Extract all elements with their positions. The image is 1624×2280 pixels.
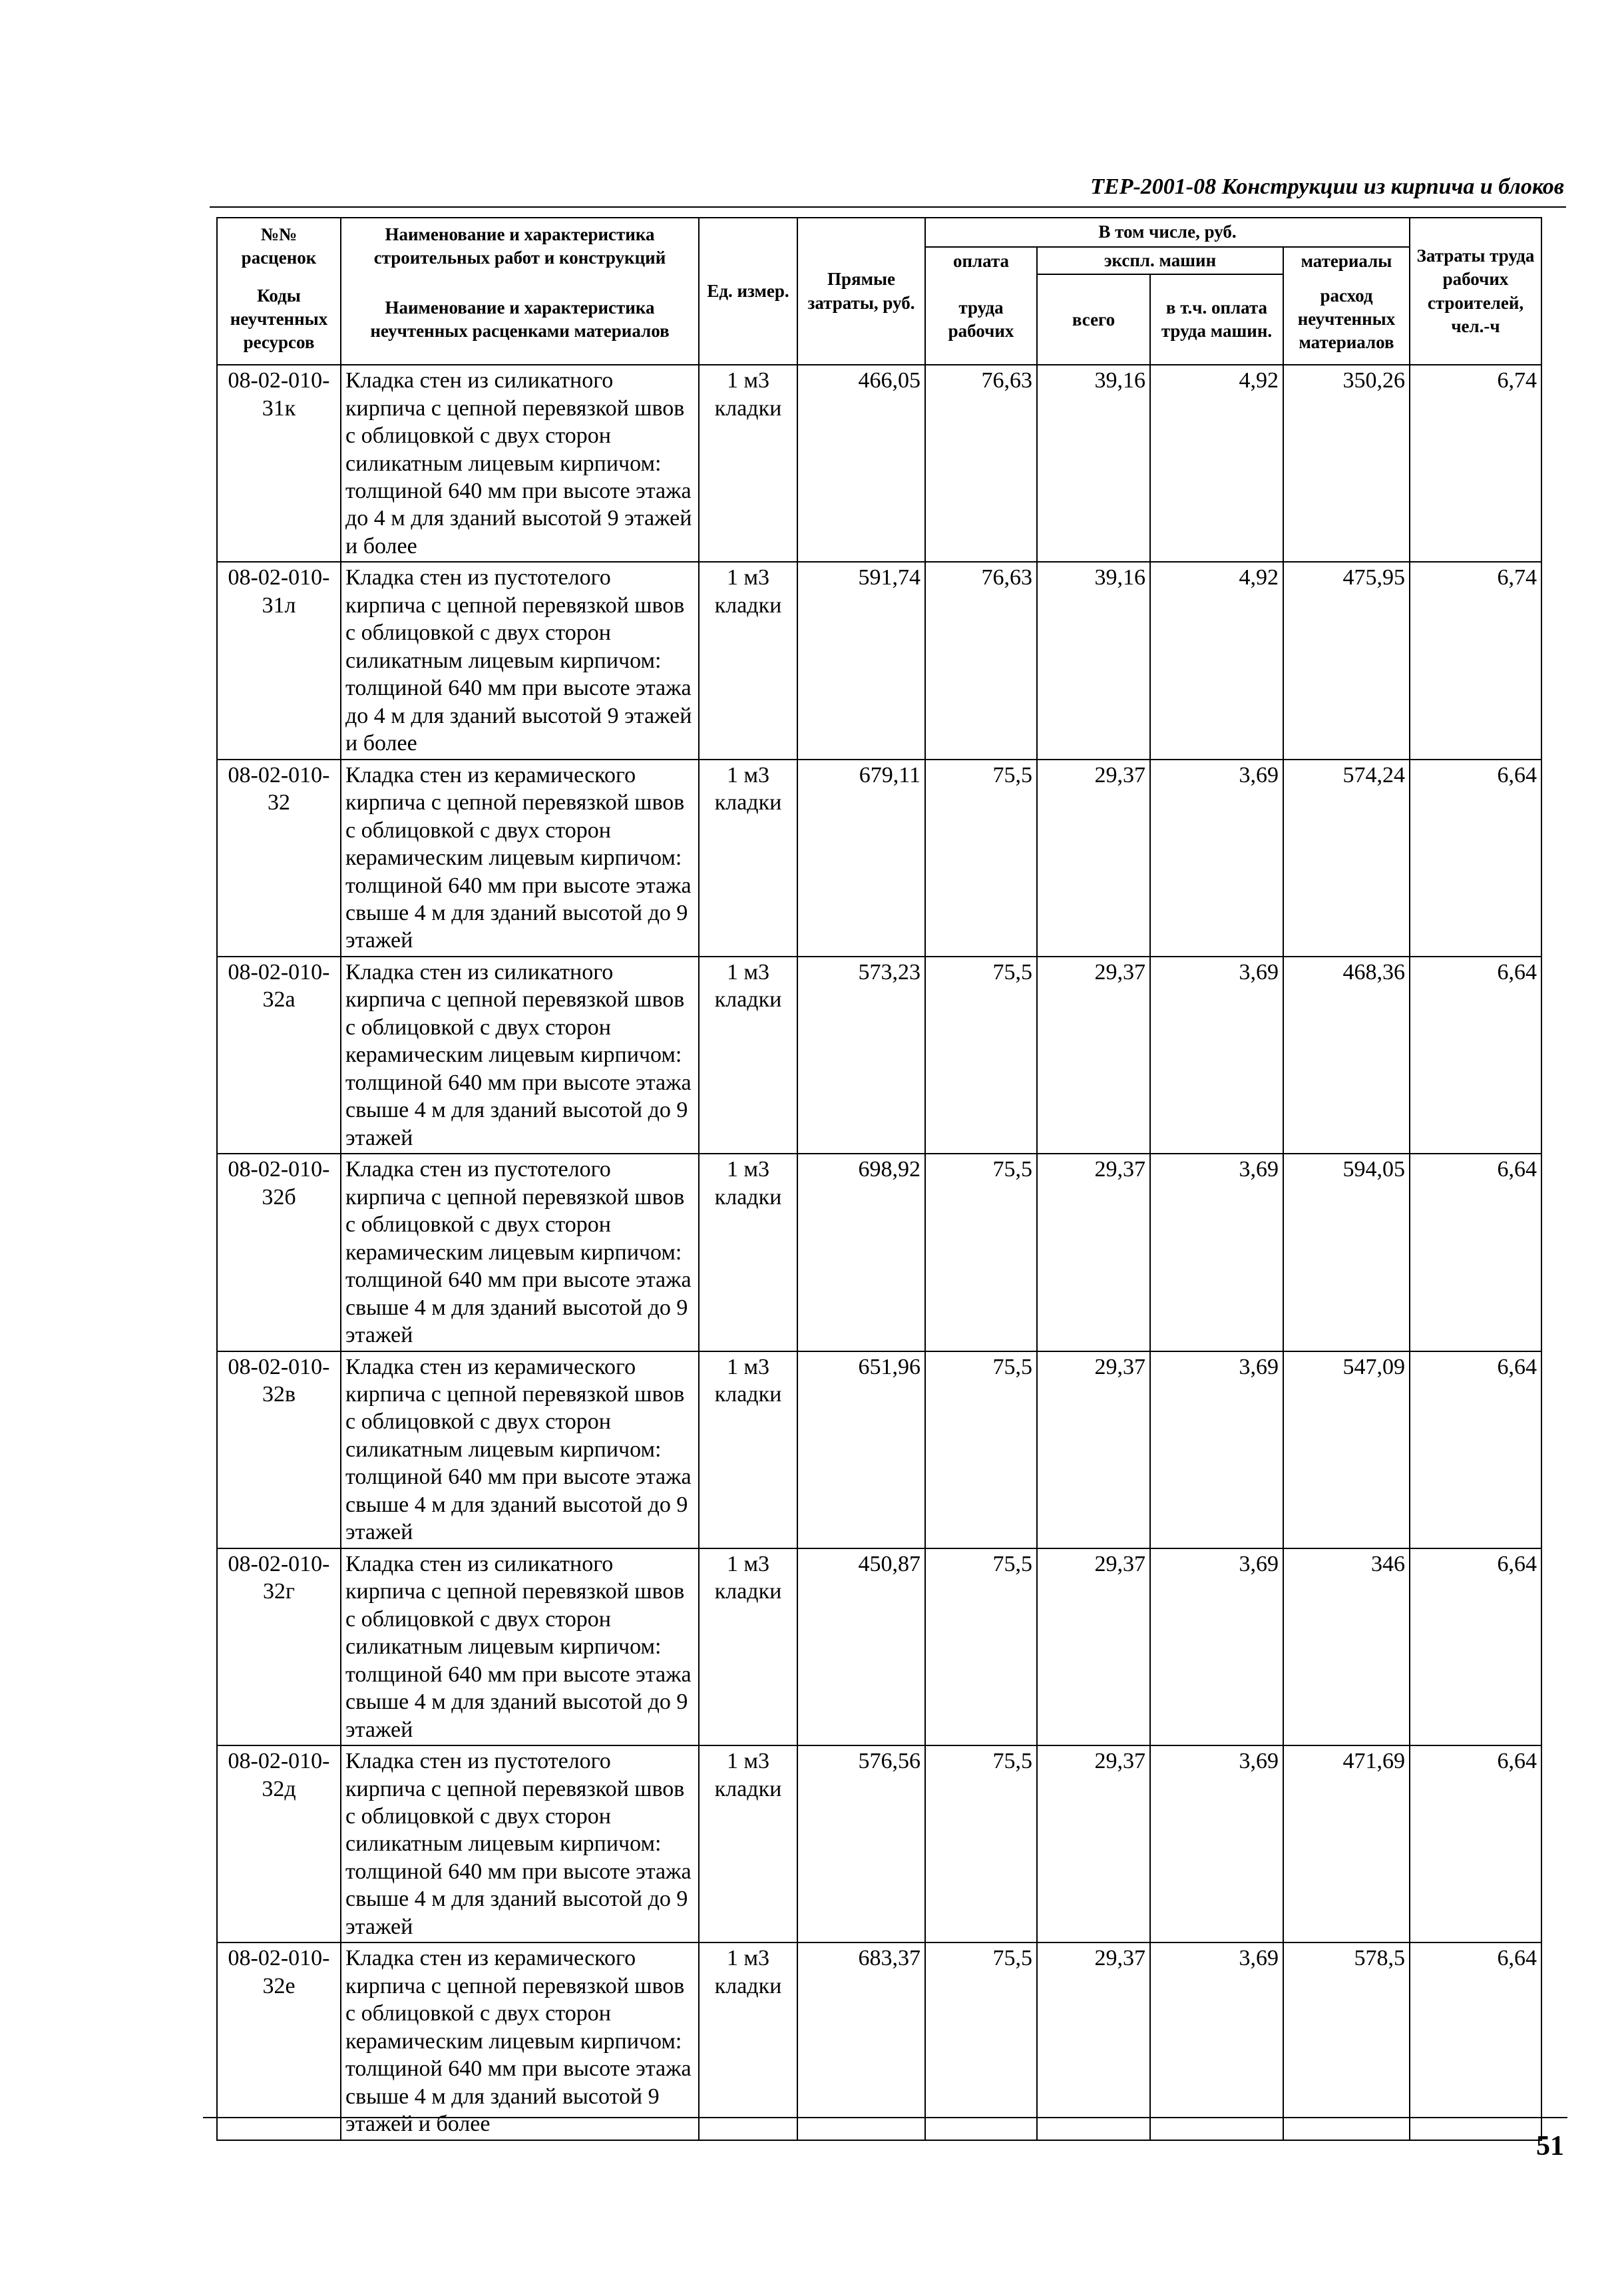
rate-code: 08-02-010-32б [217, 1154, 341, 1351]
materials-cost: 475,95 [1283, 562, 1410, 759]
machine-costs-total: 29,37 [1037, 760, 1150, 957]
header-machines-group: экспл. машин [1037, 247, 1283, 274]
worker-wages: 76,63 [925, 365, 1037, 562]
materials-cost: 350,26 [1283, 365, 1410, 562]
work-description: Кладка стен из силикатного кирпича с цепной перевязкой швов с облицовкой с двух сторон силикатным лицевым кирпичом: толщиной 640 мм при высоте этажа до 4 м для зданий высотой 9 этажей и более [341, 365, 699, 562]
header-including-group: В том числе, руб. [925, 218, 1410, 247]
header-direct-costs: Прямые затраты, руб. [797, 218, 925, 365]
labor-hours: 6,64 [1410, 957, 1541, 1154]
labor-hours: 6,64 [1410, 1351, 1541, 1548]
direct-costs: 679,11 [797, 760, 925, 957]
machine-costs-total: 29,37 [1037, 1942, 1150, 2140]
unit-of-measure: 1 м3 кладки [699, 1351, 797, 1548]
rate-code: 08-02-010-32 [217, 760, 341, 957]
unit-of-measure: 1 м3 кладки [699, 760, 797, 957]
materials-cost: 594,05 [1283, 1154, 1410, 1351]
table-row [217, 1154, 1541, 1351]
machine-operator-wages: 3,69 [1150, 1154, 1283, 1351]
unit-of-measure: 1 м3 кладки [699, 1548, 797, 1745]
machine-operator-wages: 3,69 [1150, 760, 1283, 957]
labor-hours: 6,64 [1410, 1548, 1541, 1745]
machine-operator-wages: 4,92 [1150, 365, 1283, 562]
materials-cost: 578,5 [1283, 1942, 1410, 2140]
machine-operator-wages: 3,69 [1150, 1351, 1283, 1548]
table-body [217, 365, 1541, 2140]
header-unit: Ед. измер. [699, 218, 797, 365]
work-description: Кладка стен из пустотелого кирпича с цепной перевязкой швов с облицовкой с двух сторон силикатным лицевым кирпичом: толщиной 640 мм при высоте этажа свыше 4 м для зданий высотой до 9 этажей [341, 1745, 699, 1942]
table-row [217, 957, 1541, 1154]
machine-costs-total: 29,37 [1037, 1351, 1150, 1548]
header-name-bottom: Наименование и характеристика неучтенных расценками материалов [341, 274, 699, 365]
header-machines-total: всего [1037, 274, 1150, 365]
labor-hours: 6,74 [1410, 365, 1541, 562]
labor-hours: 6,64 [1410, 1745, 1541, 1942]
machine-costs-total: 29,37 [1037, 1548, 1150, 1745]
materials-cost: 547,09 [1283, 1351, 1410, 1548]
direct-costs: 450,87 [797, 1548, 925, 1745]
unit-of-measure: 1 м3 кладки [699, 1745, 797, 1942]
header-rule [210, 206, 1566, 208]
work-description: Кладка стен из пустотелого кирпича с цепной перевязкой швов с облицовкой с двух сторон керамическим лицевым кирпичом: толщиной 640 мм при высоте этажа свыше 4 м для зданий высотой до 9 этажей [341, 1154, 699, 1351]
work-description: Кладка стен из силикатного кирпича с цепной перевязкой швов с облицовкой с двух сторон керамическим лицевым кирпичом: толщиной 640 мм при высоте этажа свыше 4 м для зданий высотой до 9 этажей [341, 957, 699, 1154]
header-code-bottom: Коды неучтенных ресурсов [217, 274, 341, 365]
materials-cost: 574,24 [1283, 760, 1410, 957]
machine-costs-total: 39,16 [1037, 562, 1150, 759]
table-row [217, 760, 1541, 957]
table-row [217, 562, 1541, 759]
header-wages-bottom: труда рабочих [925, 274, 1037, 365]
materials-cost: 471,69 [1283, 1745, 1410, 1942]
page-header-title: ТЕР-2001-08 Конструкции из кирпича и блоков [1090, 174, 1564, 199]
footer-rule [203, 2117, 1567, 2118]
unit-of-measure: 1 м3 кладки [699, 957, 797, 1154]
worker-wages: 75,5 [925, 1548, 1037, 1745]
worker-wages: 75,5 [925, 760, 1037, 957]
unit-of-measure: 1 м3 кладки [699, 365, 797, 562]
machine-costs-total: 29,37 [1037, 1154, 1150, 1351]
machine-operator-wages: 4,92 [1150, 562, 1283, 759]
direct-costs: 573,23 [797, 957, 925, 1154]
machine-costs-total: 29,37 [1037, 1745, 1150, 1942]
work-description: Кладка стен из керамического кирпича с цепной перевязкой швов с облицовкой с двух сторон силикатным лицевым кирпичом: толщиной 640 мм при высоте этажа свыше 4 м для зданий высотой до 9 этажей [341, 1351, 699, 1548]
labor-hours: 6,64 [1410, 760, 1541, 957]
work-description: Кладка стен из керамического кирпича с цепной перевязкой швов с облицовкой с двух сторон керамическим лицевым кирпичом: толщиной 640 мм при высоте этажа свыше 4 м для зданий высотой до 9 этажей [341, 760, 699, 957]
rate-code: 08-02-010-32е [217, 1942, 341, 2140]
header-name-top: Наименование и характеристика строительных работ и конструкций [341, 218, 699, 274]
unit-of-measure: 1 м3 кладки [699, 1154, 797, 1351]
header-materials-bottom: расход неучтенных материалов [1283, 274, 1410, 365]
direct-costs: 651,96 [797, 1351, 925, 1548]
worker-wages: 76,63 [925, 562, 1037, 759]
unit-of-measure: 1 м3 кладки [699, 1942, 797, 2140]
machine-costs-total: 29,37 [1037, 957, 1150, 1154]
machine-operator-wages: 3,69 [1150, 957, 1283, 1154]
rate-code: 08-02-010-32в [217, 1351, 341, 1548]
table-row [217, 1942, 1541, 2140]
work-description: Кладка стен из керамического кирпича с цепной перевязкой швов с облицовкой с двух сторон керамическим лицевым кирпичом: толщиной 640 мм при высоте этажа свыше 4 м для зданий высотой 9 этажей и более [341, 1942, 699, 2140]
header-wages-top: оплата [925, 247, 1037, 274]
machine-operator-wages: 3,69 [1150, 1548, 1283, 1745]
table-row [217, 365, 1541, 562]
worker-wages: 75,5 [925, 1351, 1037, 1548]
rates-table [216, 217, 1542, 2141]
unit-of-measure: 1 м3 кладки [699, 562, 797, 759]
table-header [217, 218, 1541, 365]
direct-costs: 683,37 [797, 1942, 925, 2140]
rate-code: 08-02-010-32д [217, 1745, 341, 1942]
direct-costs: 698,92 [797, 1154, 925, 1351]
machine-operator-wages: 3,69 [1150, 1942, 1283, 2140]
materials-cost: 346 [1283, 1548, 1410, 1745]
table-row [217, 1351, 1541, 1548]
rate-code: 08-02-010-32г [217, 1548, 341, 1745]
worker-wages: 75,5 [925, 1942, 1037, 2140]
direct-costs: 576,56 [797, 1745, 925, 1942]
worker-wages: 75,5 [925, 1154, 1037, 1351]
header-labor-costs: Затраты труда рабочих строителей, чел.-ч [1410, 218, 1541, 365]
rate-code: 08-02-010-31к [217, 365, 341, 562]
direct-costs: 591,74 [797, 562, 925, 759]
worker-wages: 75,5 [925, 1745, 1037, 1942]
work-description: Кладка стен из пустотелого кирпича с цепной перевязкой швов с облицовкой с двух сторон силикатным лицевым кирпичом: толщиной 640 мм при высоте этажа до 4 м для зданий высотой 9 этажей и более [341, 562, 699, 759]
header-materials-top: материалы [1283, 247, 1410, 274]
table-row [217, 1548, 1541, 1745]
worker-wages: 75,5 [925, 957, 1037, 1154]
machine-operator-wages: 3,69 [1150, 1745, 1283, 1942]
materials-cost: 468,36 [1283, 957, 1410, 1154]
page-number: 51 [1536, 2131, 1564, 2162]
labor-hours: 6,64 [1410, 1154, 1541, 1351]
direct-costs: 466,05 [797, 365, 925, 562]
work-description: Кладка стен из силикатного кирпича с цепной перевязкой швов с облицовкой с двух сторон силикатным лицевым кирпичом: толщиной 640 мм при высоте этажа свыше 4 м для зданий высотой до 9 этажей [341, 1548, 699, 1745]
labor-hours: 6,74 [1410, 562, 1541, 759]
labor-hours: 6,64 [1410, 1942, 1541, 2140]
rate-code: 08-02-010-31л [217, 562, 341, 759]
machine-costs-total: 39,16 [1037, 365, 1150, 562]
rate-code: 08-02-010-32а [217, 957, 341, 1154]
table-row [217, 1745, 1541, 1942]
header-code-top: №№ расценок [217, 218, 341, 274]
header-machines-wages: в т.ч. оплата труда машин. [1150, 274, 1283, 365]
